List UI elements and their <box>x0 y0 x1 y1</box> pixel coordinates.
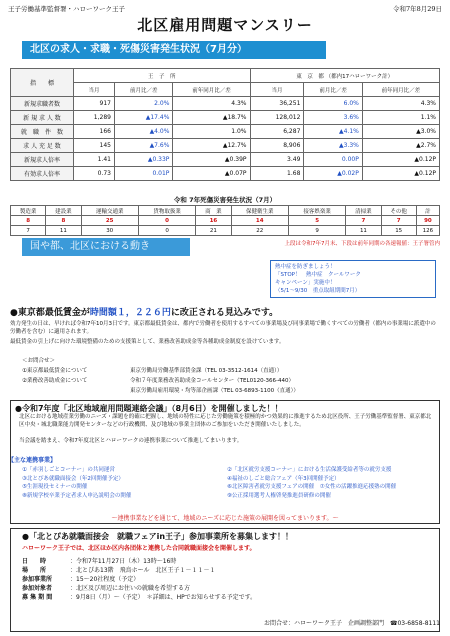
col-indicator: 指 標 <box>11 69 74 97</box>
accident-prior-cell: 0 <box>138 226 195 236</box>
collab-item: ④福祉のしごと総合フェア（年3回開催予定） <box>227 475 340 482</box>
table-row <box>11 139 440 153</box>
detail-key: 募 集 期 間 <box>22 594 53 601</box>
contact-row <box>22 386 442 396</box>
row-label: 求 人 充 足 数 <box>11 139 74 153</box>
accident-prior-cell: 126 <box>416 226 439 236</box>
accident-current-cell: 90 <box>416 216 439 226</box>
conference-section <box>10 400 440 524</box>
table-cell: ▲2.7% <box>362 139 439 153</box>
callout-line-4: （5/1～9/30 重点取組期間7月） <box>275 288 361 294</box>
collab-items <box>22 466 432 500</box>
table-cell: 8,906 <box>250 139 304 153</box>
table-cell: ▲0.12P <box>362 167 439 181</box>
minwage-body-2: 最低賃金の引上げに向けた環境整備のための支援策として、業務改善助成金等各種助成金制度を設けています。 <box>10 339 285 345</box>
table-cell: 6,287 <box>250 125 304 139</box>
office-name: 王子労働基準監督署・ハローワーク王子 <box>8 5 125 13</box>
accident-prior-cell: 9 <box>288 226 345 236</box>
jobfair-details <box>22 557 432 602</box>
conference-body-2: 当会議を踏まえ、令和7年度北区とハローワークの連携事業について推進してまいります。 <box>19 438 243 444</box>
table-cell: 4.3% <box>173 97 250 111</box>
collab-item: ②「北区就労支援コーナー」における生活保護受給者等の就労支援 <box>227 467 392 473</box>
table-cell: 1,289 <box>74 111 115 125</box>
row-label: 有効求人倍率 <box>11 167 74 181</box>
subheader-5: 前年同月比／差 <box>362 83 439 97</box>
accident-current-cell: 14 <box>231 216 288 226</box>
accident-current-cell: 7 <box>381 216 416 226</box>
accident-headers-cell: 製造業 <box>11 206 46 216</box>
accident-prior-cell: 30 <box>81 226 138 236</box>
accident-headers-cell: その他 <box>381 206 416 216</box>
minwage-amount: 時間額１，２２６円 <box>89 308 171 318</box>
list-item <box>22 475 432 484</box>
issue-date: 令和7年8月29日 <box>392 5 442 13</box>
table-cell: ▲0.33P <box>114 153 172 167</box>
conference-heading: ●令和7年度「北区地域雇用問題連絡会議」（8月6日）を開催しました！！ <box>15 404 283 413</box>
group-tokyo-note: （都内17ハローワーク計） <box>325 73 394 80</box>
section-banner-news: 国や都、北区における動き <box>22 238 190 256</box>
detail-value: ：令和7年11月27日（木）13時～16時 <box>70 558 177 565</box>
contact-label: ＜お問合せ＞ <box>22 358 56 364</box>
detail-row <box>22 557 432 566</box>
table-row <box>11 111 440 125</box>
subheader-3: 当月 <box>250 83 304 97</box>
table-cell: ▲3.3% <box>304 139 362 153</box>
table-cell: ▲18.7% <box>173 111 250 125</box>
detail-row <box>22 584 432 593</box>
table-cell: 36,251 <box>250 97 304 111</box>
jobfair-sub: ハローワーク王子では、北区ほか区内各団体と連携した合同就職面接会を開催します。 <box>22 545 256 552</box>
accident-current-cell: 5 <box>288 216 345 226</box>
collab-item: ⑥北区障害者就労支援フェアの開催 ⑦女性の活躍推進応援塾の開催 <box>227 484 397 490</box>
table-cell: 3.6% <box>304 111 362 125</box>
table-cell: 1.41 <box>74 153 115 167</box>
table-cell: 1.0% <box>173 125 250 139</box>
detail-value: ：北とぴあ13階 飛鳥ホール 北区王子１－１１－１ <box>70 567 216 574</box>
callout-line-3: キャンペーン」実施中！ <box>275 280 336 286</box>
table-cell: 0.01P <box>114 167 172 181</box>
group-oji: 王 子 所 <box>74 69 251 83</box>
accident-headers-cell: 建設業 <box>46 206 81 216</box>
collab-item: ⑧新規学校卒業予定者求人申込説明会の開催 <box>22 492 132 499</box>
accident-current-cell: 8 <box>11 216 46 226</box>
table-cell: 128,012 <box>250 111 304 125</box>
contact-org: 東京労働局雇用環境・均等部企画課（TEL 03-6893-1100（直通）） <box>130 388 299 394</box>
minwage-heading-post: に改正される見込みです。 <box>170 308 279 318</box>
heatstroke-callout <box>270 260 436 298</box>
conference-tagline: ～連携事業などを通じて、地域のニーズに応じた施策の展開を図ってまいります。～ <box>111 515 339 522</box>
accident-headers-cell: 計 <box>416 206 439 216</box>
detail-value: ：9月8日（月）～（予定） ＊詳細は、HPでお知らせする予定です。 <box>70 594 257 601</box>
accident-current-cell: 0 <box>138 216 195 226</box>
table-cell: 4.3% <box>362 97 439 111</box>
group-tokyo <box>250 69 439 83</box>
accident-prior-cell: 22 <box>231 226 288 236</box>
accident-headers-cell: 商 業 <box>196 206 231 216</box>
accident-prior-cell: 15 <box>381 226 416 236</box>
detail-value: ：15～20社程度（予定） <box>70 576 140 583</box>
table-cell: 0.00P <box>304 153 362 167</box>
table-cell: ▲4.0% <box>114 125 172 139</box>
contact-row <box>22 376 442 386</box>
row-label: 新 規 求 人 数 <box>11 111 74 125</box>
table-row <box>11 125 440 139</box>
accident-prior-cell: 11 <box>346 226 381 236</box>
callout-line-2: 「STOP！ 熱中症 クールワーク <box>275 272 361 278</box>
minwage-section <box>10 305 440 346</box>
accident-note: 上段は令和7年7月末、下段は前年同期の各速報値：王子署管内 <box>284 241 440 247</box>
accident-caption: 令和 7年死傷災害発生状況（7月） <box>173 196 277 204</box>
minwage-body-1: 効力発生の日は、早ければ令和7年10月3日です。東京都最低賃金は、都内で労働者を使用するすべての事業場及び同事業場で働くすべての労働者（都内の事業場に派遣中の労働者を含む）に適用されます。 <box>10 321 436 335</box>
table-cell: ▲17.4% <box>114 111 172 125</box>
detail-key: 参加事業所 <box>22 576 53 583</box>
detail-row <box>22 575 432 584</box>
table-row <box>11 97 440 111</box>
page-header <box>8 2 442 14</box>
minwage-heading-pre: ●東京都最低賃金が <box>10 308 90 318</box>
jobfair-heading: ●「北とぴあ就職面接会 就職フェアin王子」参加事業所を募集します！！ <box>22 532 294 541</box>
contact-topic: ②業務改善助成金について <box>22 378 88 384</box>
subheader-2: 前年同月比／差 <box>173 83 250 97</box>
table-row <box>11 153 440 167</box>
table-row <box>11 167 440 181</box>
table-cell: ▲0.07P <box>173 167 250 181</box>
list-item <box>22 483 432 492</box>
accident-current-cell: 7 <box>346 216 381 226</box>
accident-headers-cell: 保健衛生業 <box>231 206 288 216</box>
table-cell: ▲4.1% <box>304 125 362 139</box>
table-cell: ▲0.39P <box>173 153 250 167</box>
group-tokyo-label: 東 京 都 <box>296 73 324 80</box>
collab-item: ⑤生涯現役セミナーの開催 <box>22 484 88 490</box>
table-cell: 1.68 <box>250 167 304 181</box>
table-cell: 2.0% <box>114 97 172 111</box>
accident-current-cell: 25 <box>81 216 138 226</box>
list-item <box>22 492 432 501</box>
table-cell: ▲12.7% <box>173 139 250 153</box>
accident-table <box>10 205 440 236</box>
row-label: 新規求人倍率 <box>11 153 74 167</box>
detail-key: 場 所 <box>22 567 47 574</box>
minwage-contacts <box>22 356 442 396</box>
table-cell: 1.1% <box>362 111 439 125</box>
contact-org: 令和７年度業務改善助成金コールセンター（TEL0120-366-440） <box>130 378 295 384</box>
accident-headers-cell: 貨物取扱業 <box>138 206 195 216</box>
row-label: 就 職 件 数 <box>11 125 74 139</box>
collab-item: ①「赤羽しごとコーナー」の共同運営 <box>22 467 115 473</box>
section-banner-stats: 北区の求人・求職・死傷災害発生状況（7月分） <box>22 41 326 59</box>
accident-prior-cell: 21 <box>196 226 231 236</box>
table-cell: 3.49 <box>250 153 304 167</box>
accident-headers-cell: 清掃業 <box>346 206 381 216</box>
table-cell: ▲0.12P <box>362 153 439 167</box>
table-cell: ▲0.02P <box>304 167 362 181</box>
table-cell: ▲7.6% <box>114 139 172 153</box>
subheader-4: 前月比／差 <box>304 83 362 97</box>
conference-subheading: 【主な連携事業】 <box>8 457 57 464</box>
accident-headers-cell: 運輸交通業 <box>81 206 138 216</box>
accident-headers-cell: 接客娯楽業 <box>288 206 345 216</box>
contact-topic <box>22 386 130 396</box>
table-cell: ▲3.0% <box>362 125 439 139</box>
list-item <box>22 466 432 475</box>
page-title: 北区雇用問題マンスリー <box>137 16 313 34</box>
table-cell: 917 <box>74 97 115 111</box>
detail-key: 参加対象者 <box>22 585 53 592</box>
detail-row <box>22 566 432 575</box>
table-cell: 0.73 <box>74 167 115 181</box>
jobfair-contact: お問合せ：ハローワーク王子 企画調整部門 ☎03-6858-8111 <box>264 620 440 627</box>
table-cell: 6.0% <box>304 97 362 111</box>
accident-prior-cell: 11 <box>46 226 81 236</box>
row-label: 新規求職者数 <box>11 97 74 111</box>
detail-row <box>22 593 432 602</box>
collab-item: ③北とぴあ就職面接会（年2回開催予定） <box>22 475 124 482</box>
table-cell: 166 <box>74 125 115 139</box>
accident-prior-cell: 7 <box>11 226 46 236</box>
callout-line-1: 熱中症を防ぎましょう！ <box>275 264 336 270</box>
table-cell: 145 <box>74 139 115 153</box>
collab-item: ⑨公正採用選考人権啓発推進員研修の開催 <box>227 492 331 499</box>
detail-value: ：北区及び周辺にお住いの就職を希望する方 <box>70 585 191 592</box>
detail-key: 日 時 <box>22 558 47 565</box>
subheader-0: 当月 <box>74 83 115 97</box>
contact-org: 東京労働局労働基準部賃金課（TEL 03-3512-1614（直通）） <box>130 368 283 374</box>
conference-body: 北区における地域産業労働のニーズ・課題を的確に把握し、地域の特性に応じた労働施策を積極的かつ効果的に推進するため北区役所、王子労働基準監督署、東京都北区中央・城北職業能力開発センターなどの行政機関、及び地域の事業主団体のご参加をいただき開催いたしました。 <box>19 414 432 428</box>
subheader-1: 前月比／差 <box>114 83 172 97</box>
accident-current-cell: 8 <box>46 216 81 226</box>
contact-row <box>22 366 442 376</box>
minwage-heading <box>10 305 440 318</box>
accident-current-cell: 16 <box>196 216 231 226</box>
contact-topic: ①東京都最低賃金について <box>22 368 88 374</box>
labor-stats-table <box>10 68 440 181</box>
